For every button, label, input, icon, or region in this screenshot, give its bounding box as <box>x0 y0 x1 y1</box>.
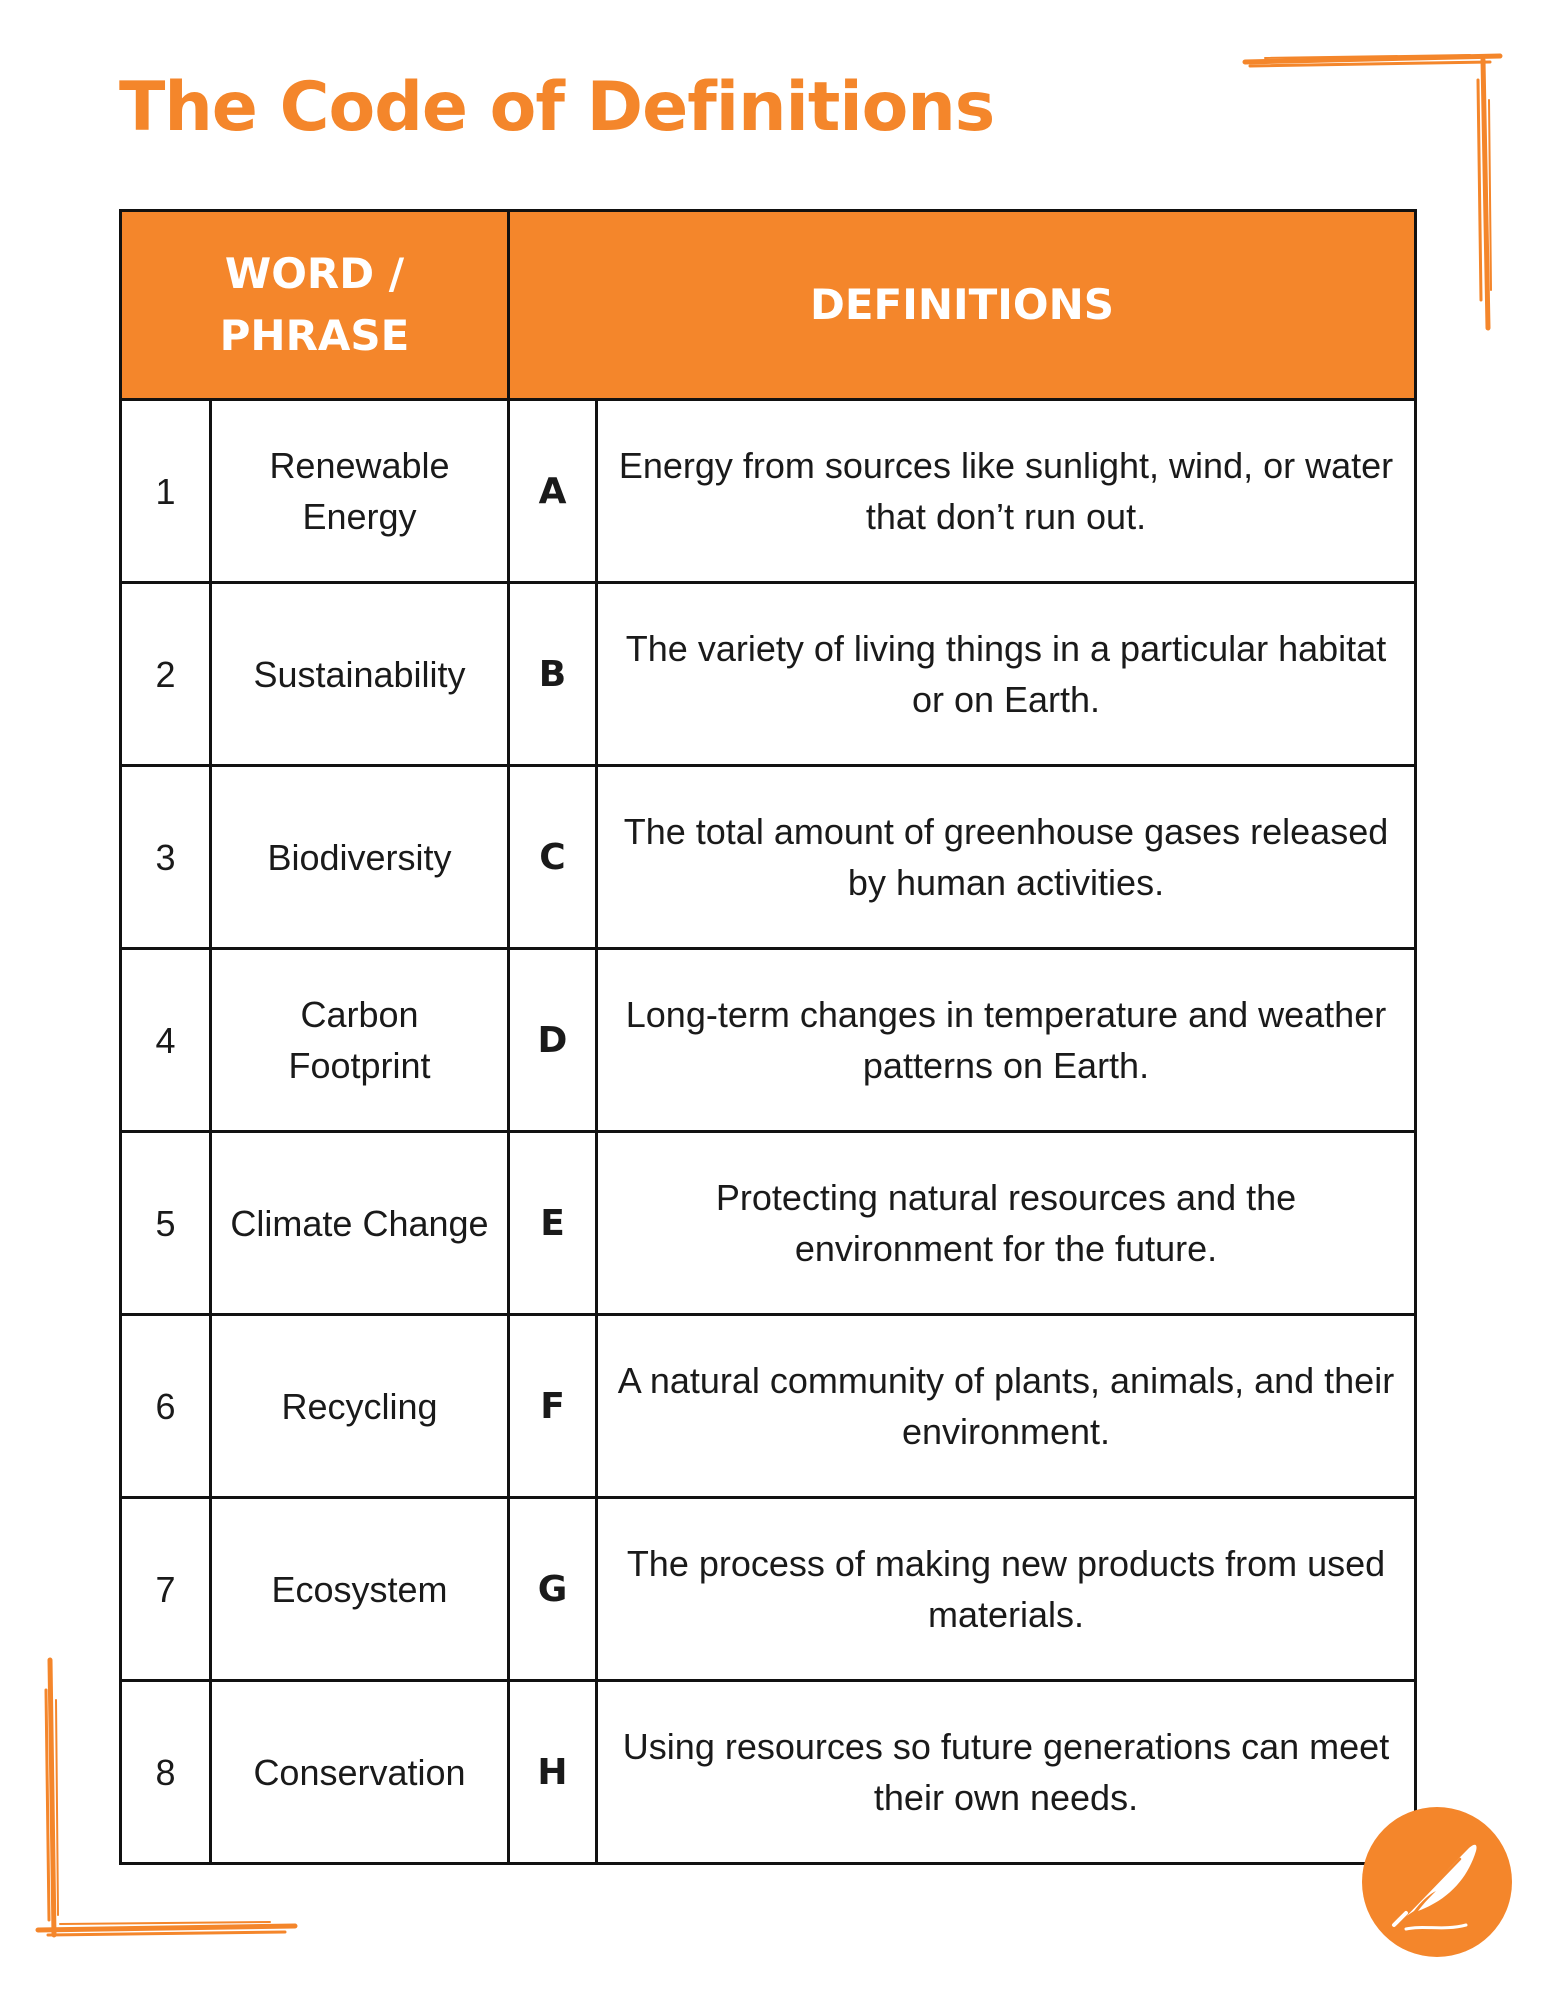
row-number: 3 <box>121 766 211 949</box>
definition-cell: Energy from sources like sunlight, wind, or water that don’t run out. <box>597 400 1416 583</box>
term-cell: Conservation <box>211 1681 509 1864</box>
definition-cell: Protecting natural resources and the environment for the future. <box>597 1132 1416 1315</box>
definition-cell: A natural community of plants, animals, and their environment. <box>597 1315 1416 1498</box>
row-number: 6 <box>121 1315 211 1498</box>
definition-cell: The total amount of greenhouse gases released by human activities. <box>597 766 1416 949</box>
definition-cell: The variety of living things in a particular habitat or on Earth. <box>597 583 1416 766</box>
row-number: 8 <box>121 1681 211 1864</box>
term-cell: Recycling <box>211 1315 509 1498</box>
table-row <box>121 1132 1416 1315</box>
table-row <box>121 1681 1416 1864</box>
feather-logo <box>1362 1807 1512 1957</box>
term-cell: Biodiversity <box>211 766 509 949</box>
definition-letter: G <box>509 1498 597 1681</box>
definition-letter: C <box>509 766 597 949</box>
definition-cell: Long-term changes in temperature and weather patterns on Earth. <box>597 949 1416 1132</box>
term-cell: Ecosystem <box>211 1498 509 1681</box>
definition-letter: H <box>509 1681 597 1864</box>
header-word-phrase: WORD / PHRASE <box>121 211 509 400</box>
row-number: 1 <box>121 400 211 583</box>
table-header-row <box>121 211 1416 400</box>
table-row <box>121 400 1416 583</box>
term-cell: Renewable Energy <box>211 400 509 583</box>
term-cell: Sustainability <box>211 583 509 766</box>
definition-cell: The process of making new products from used materials. <box>597 1498 1416 1681</box>
table-row <box>121 1498 1416 1681</box>
definition-letter: F <box>509 1315 597 1498</box>
table-row <box>121 949 1416 1132</box>
table-row <box>121 583 1416 766</box>
table-row <box>121 1315 1416 1498</box>
row-number: 7 <box>121 1498 211 1681</box>
definition-letter: B <box>509 583 597 766</box>
definition-letter: D <box>509 949 597 1132</box>
row-number: 2 <box>121 583 211 766</box>
definition-letter: A <box>509 400 597 583</box>
definitions-table <box>119 209 1417 1865</box>
term-cell: Climate Change <box>211 1132 509 1315</box>
definition-cell: Using resources so future generations can meet their own needs. <box>597 1681 1416 1864</box>
row-number: 5 <box>121 1132 211 1315</box>
definition-letter: E <box>509 1132 597 1315</box>
row-number: 4 <box>121 949 211 1132</box>
table-row <box>121 766 1416 949</box>
header-definitions: DEFINITIONS <box>509 211 1416 400</box>
feather-quill-icon <box>1362 1807 1512 1957</box>
page-title: The Code of Definitions <box>119 68 995 147</box>
term-cell: Carbon Footprint <box>211 949 509 1132</box>
